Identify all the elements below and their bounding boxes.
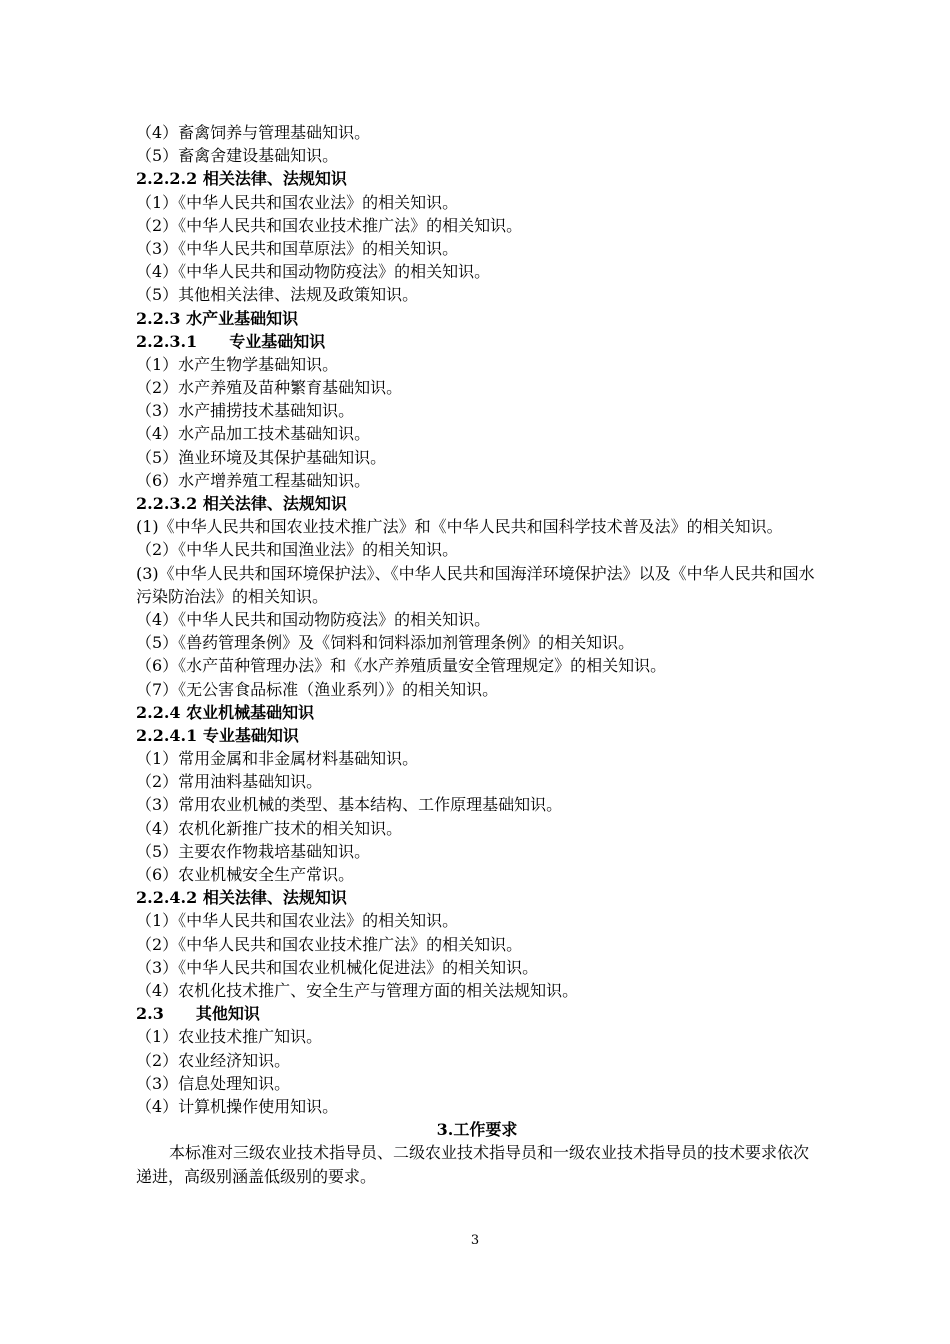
list-item: (3)《中华人民共和国环境保护法》、《中华人民共和国海洋环境保护法》以及《中华人民共和国水污染防治法》的相关知识。 — [136, 563, 815, 606]
list-item: （7）《无公害食品标准（渔业系列）》的相关知识。 — [136, 679, 499, 699]
list-item: （2）农业经济知识。 — [136, 1050, 291, 1070]
list-item: （4）计算机操作使用知识。 — [136, 1096, 339, 1116]
body-paragraph: 本标准对三级农业技术指导员、二级农业技术指导员和一级农业技术指导员的技术要求依次递进，高级别涵盖低级别的要求。 — [136, 1143, 810, 1186]
section-heading: 2.2.3.2 相关法律、法规知识 — [136, 494, 347, 513]
list-item: （3）《中华人民共和国草原法》的相关知识。 — [136, 238, 459, 258]
list-item: （2）水产养殖及苗种繁育基础知识。 — [136, 378, 403, 398]
list-item: （4）《中华人民共和国动物防疫法》的相关知识。 — [136, 262, 491, 282]
list-item: （4）畜禽饲养与管理基础知识。 — [136, 123, 371, 142]
list-item: （2）《中华人民共和国农业技术推广法》的相关知识。 — [136, 215, 523, 235]
list-item: （3）《中华人民共和国农业机械化促进法》的相关知识。 — [136, 957, 539, 977]
list-item: （6）《水产苗种管理办法》和《水产养殖质量安全管理规定》的相关知识。 — [136, 656, 667, 676]
list-item: （5）主要农作物栽培基础知识。 — [136, 841, 371, 861]
list-item: （2）《中华人民共和国农业技术推广法》的相关知识。 — [136, 934, 523, 954]
list-item: （3）水产捕捞技术基础知识。 — [136, 401, 355, 421]
list-item: （1）常用金属和非金属材料基础知识。 — [136, 749, 419, 769]
list-item: （6）水产增养殖工程基础知识。 — [136, 470, 371, 490]
section-heading: 2.2.4 农业机械基础知识 — [136, 702, 315, 722]
knowledge-list — [136, 121, 818, 1118]
section-title: 3.工作要求 — [436, 1120, 518, 1140]
list-item: （5）《兽药管理条例》及《饲料和饲料添加剂管理条例》的相关知识。 — [136, 633, 635, 653]
section-heading: 2.2.3.1 专业基础知识 — [136, 331, 326, 351]
list-item: （3）信息处理知识。 — [136, 1073, 291, 1093]
page-number: 3 — [470, 1233, 480, 1248]
list-item: （1）《中华人民共和国农业法》的相关知识。 — [136, 911, 459, 931]
list-item: （5）畜禽舍建设基础知识。 — [136, 146, 339, 166]
list-item: （5）其他相关法律、法规及政策知识。 — [136, 285, 419, 305]
list-item: （4）水产品加工技术基础知识。 — [136, 424, 371, 444]
list-item: （6）农业机械安全生产常识。 — [136, 865, 355, 885]
list-item: （4）农机化新推广技术的相关知识。 — [136, 818, 403, 838]
section-heading: 2.2.4.2 相关法律、法规知识 — [136, 888, 347, 908]
list-item: （5）渔业环境及其保护基础知识。 — [136, 447, 387, 467]
section-heading: 2.2.2.2 相关法律、法规知识 — [136, 169, 347, 189]
list-item: （1）农业技术推广知识。 — [136, 1027, 323, 1047]
list-item: （4）农机化技术推广、安全生产与管理方面的相关法规知识。 — [136, 980, 579, 1000]
section-heading: 2.3 其他知识 — [136, 1004, 260, 1024]
list-item: （1）水产生物学基础知识。 — [136, 354, 339, 374]
list-item: （3）常用农业机械的类型、基本结构、工作原理基础知识。 — [136, 795, 563, 815]
list-item: （2）常用油料基础知识。 — [136, 772, 323, 792]
list-item: （4）《中华人民共和国动物防疫法》的相关知识。 — [136, 609, 491, 629]
list-item: （2）《中华人民共和国渔业法》的相关知识。 — [136, 540, 459, 560]
section-heading: 2.2.3 水产业基础知识 — [136, 308, 299, 328]
section-heading: 2.2.4.1 专业基础知识 — [136, 725, 299, 745]
list-item: （1）《中华人民共和国农业法》的相关知识。 — [136, 192, 459, 212]
list-item: (1)《中华人民共和国农业技术推广法》和《中华人民共和国科学技术普及法》的相关知识。 — [136, 517, 783, 537]
document-page — [136, 121, 818, 1188]
